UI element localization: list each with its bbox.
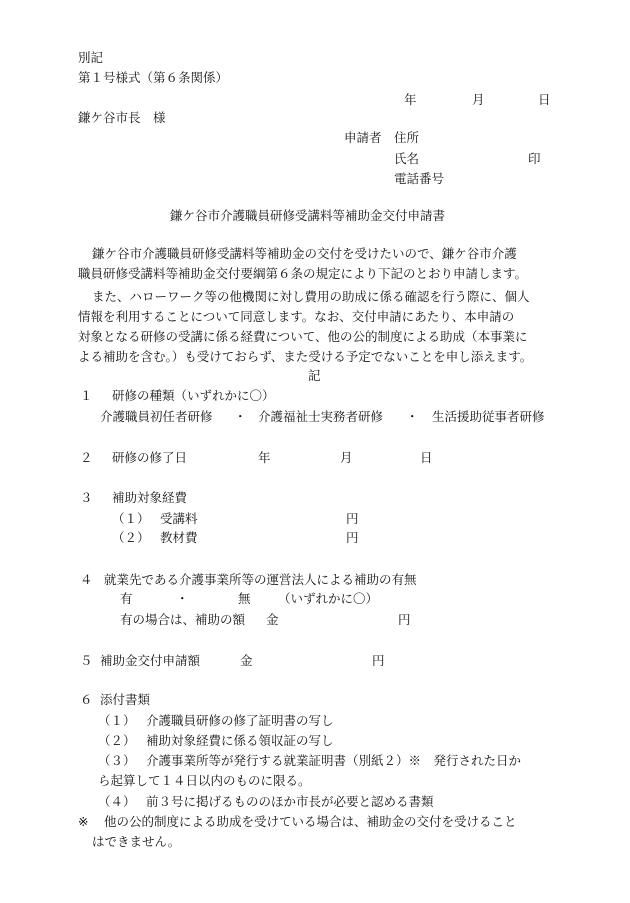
body-p2-line1: また、ハローワーク等の他機関に対し費用の助成に係る確認を行う際に、個人: [92, 289, 530, 304]
item5-unit: 円: [372, 653, 385, 668]
item3-sub2-number: （２）: [112, 530, 150, 545]
body-p2-line4: よる補助を含む。）も受けておらず、また受ける予定でないことを申し添えます。: [78, 349, 533, 364]
ki-heading: 記: [308, 368, 321, 383]
date-day: 日: [538, 92, 551, 107]
body-p1-line2: 職員研修受講料等補助金交付要綱第６条の規定により下記のとおり申請します。: [78, 266, 528, 281]
body-p2-line2: 情報を利用することについて同意します。なお、交付申請にあたり、本申請の: [78, 309, 515, 324]
item4-label: 就業先である介護事業所等の運営法人による補助の有無: [104, 572, 417, 587]
footnote-mark: ※: [78, 814, 89, 829]
item4-no: 無: [238, 591, 251, 606]
form-number: 第１号様式（第６条関係）: [78, 70, 229, 85]
item4-unit: 円: [398, 612, 411, 627]
name-label: 氏名: [394, 151, 420, 166]
item6-a3-number: （３）: [98, 753, 136, 768]
item1-separator-2: ・: [406, 409, 419, 424]
item1-option-shoninsha: 介護職員初任者研修: [100, 409, 213, 424]
item4-yes: 有: [120, 591, 133, 606]
item6-a3-text: 介護事業所等が発行する就業証明書（別紙２）※ 発行された日か: [146, 753, 522, 768]
item6-a1-text: 介護職員研修の修了証明書の写し: [146, 713, 334, 728]
annex-label: 別記: [78, 50, 104, 65]
item2-number: ２: [80, 450, 93, 465]
item6-a2-text: 補助対象経費に係る領収証の写し: [146, 733, 334, 748]
item6-label: 添付書類: [100, 692, 151, 707]
item1-number: １: [80, 388, 93, 403]
item3-sub2-label: 教材費: [160, 530, 198, 545]
item4-amount-label: 有の場合は、補助の額: [120, 612, 246, 627]
body-p2-line3: 対象となる研修の受講に係る経費について、他の公的制度による助成（本事業に: [78, 329, 528, 344]
date-year: 年: [404, 92, 417, 107]
item3-sub1-unit: 円: [346, 511, 359, 526]
item5-label: 補助金交付申請額: [100, 653, 201, 668]
item3-sub1-number: （１）: [112, 511, 150, 526]
item2-year: 年: [258, 450, 271, 465]
footnote-line1: 他の公的制度による助成を受けている場合は、補助金の交付を受けること: [104, 814, 517, 829]
item3-label: 補助対象経費: [112, 490, 188, 505]
item4-separator: ・: [176, 591, 189, 606]
item4-note: （いずれかに〇）: [278, 591, 379, 606]
applicant-label: 申請者: [344, 130, 382, 145]
item1-option-seikatsu: 生活援助従事者研修: [432, 409, 545, 424]
item6-a3-continuation: ら起算して１４日以内のものに限る。: [98, 773, 311, 788]
item1-label: 研修の種類（いずれかに〇）: [112, 388, 275, 403]
item6-a2-number: （２）: [98, 733, 136, 748]
item1-option-jitsumusha: 介護福祉士実務者研修: [258, 409, 384, 424]
item4-number: ４: [80, 572, 93, 587]
item6-a4-number: （４）: [98, 794, 136, 809]
item2-month: 月: [340, 450, 353, 465]
item5-kin: 金: [240, 653, 253, 668]
item2-day: 日: [420, 450, 433, 465]
footnote-line2: はできません。: [92, 834, 181, 849]
body-p1-line1: 鎌ケ谷市介護職員研修受講料等補助金の交付を受けたいので、鎌ケ谷市介護: [92, 246, 517, 261]
phone-label: 電話番号: [394, 171, 445, 186]
item3-sub1-label: 受講料: [160, 511, 198, 526]
item5-number: ５: [80, 653, 93, 668]
date-month: 月: [472, 92, 485, 107]
item3-number: ３: [80, 490, 93, 505]
item1-separator-1: ・: [234, 409, 247, 424]
item6-a1-number: （１）: [98, 713, 136, 728]
addressee: 鎌ケ谷市長 様: [78, 110, 166, 125]
item6-a4-text: 前３号に掲げるもののほか市長が必要と認める書類: [146, 794, 434, 809]
item4-kin: 金: [266, 612, 279, 627]
address-label: 住所: [394, 130, 420, 145]
document-title: 鎌ケ谷市介護職員研修受講料等補助金交付申請書: [170, 208, 446, 223]
item6-number: ６: [80, 692, 93, 707]
item2-label: 研修の修了日: [112, 450, 188, 465]
item3-sub2-unit: 円: [346, 530, 359, 545]
seal-mark: 印: [528, 151, 541, 166]
